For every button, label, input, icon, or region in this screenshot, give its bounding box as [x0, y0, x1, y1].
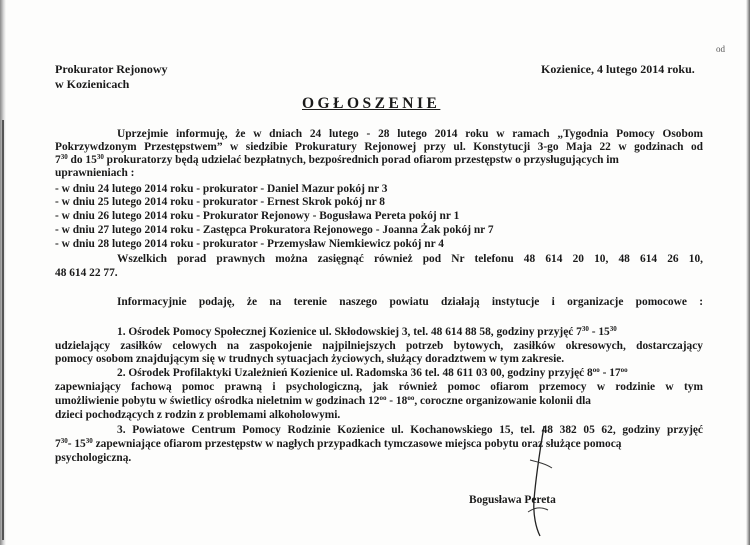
scan-edge-line — [2, 120, 4, 540]
institution-2-line-1: 2. Ośrodek Profilaktyki Uzależnień Kozienice ul. Radomska 36 tel. 48 611 03 00, godziny przyjęć $8^{oo} - 17^{oo}$ — [117, 366, 628, 379]
intro-line-3: $7^{30}$ do $15^{30}$ prokuratorzy będą udzielać bezpłatnych, bezpośrednich porad ofiarom przestępstw o przysługujących im — [55, 153, 619, 166]
institution-3-line-3: psychologiczną. — [55, 452, 132, 464]
institution-2-line-4: dzieci pochodzących z rodzin z problemami alkoholowymi. — [55, 409, 341, 421]
intro-line-4: uprawnieniach : — [55, 167, 135, 179]
schedule-item-1: - w dniu 24 lutego 2014 roku - prokurator - Daniel Mazur pokój nr 3 — [55, 183, 388, 195]
sender-line-2: w Kozienicach — [55, 77, 130, 91]
institution-1-line-3: pomocy osobom znajdującym się w trudnych sytuacjach życiowych, służący doradztwem w tym zakresie. — [55, 353, 565, 365]
phones-line-1: Wszelkich porad prawnych można zasięgnąć również pod Nr telefonu 48 614 20 10, 48 614 26 10, — [117, 253, 703, 265]
institution-2-line-2: zapewniający fachową pomoc prawną i psychologiczną, jak również pomoc ofiarom przemocy w rodzinie w tym — [55, 381, 703, 393]
place-date: Kozienice, 4 lutego 2014 roku. — [541, 62, 695, 76]
scan-shadow-right — [746, 0, 750, 545]
institution-3-line-2: $7^{30}-$ $15^{30}$ zapewniające ofiarom przestępstw w nagłych przypadkach tymczasowe miejsca pobytu oraz służące pomocą — [55, 437, 622, 450]
intro-line-2: Pokrzywdzonym Przestępstwem” w siedzibie Prokuratury Rejonowej przy ul. Konstytucji 3-go Maja 22 w godzinach od — [55, 141, 703, 153]
institution-3-line-1: 3. Powiatowe Centrum Pomocy Rodzinie Kozienice ul. Kochanowskiego 15, tel. 48 382 05 62, godziny przyjęć — [117, 424, 703, 436]
signature-name: Bogusława Pereta — [469, 494, 556, 506]
page-title: OGŁOSZENIE — [302, 95, 441, 112]
schedule-item-4: - w dniu 27 lutego 2014 roku - Zastępca Prokuratora Rejonowego - Joanna Żak pokój nr 7 — [55, 224, 494, 236]
info-intro: Informacyjnie podaję, że na terenie naszego powiatu działają instytucje i organizacje pomocowe : — [117, 296, 703, 308]
institution-2-line-3: umożliwienie pobytu w świetlicy ośrodka nieletnim w godzinach $12^{oo} - 18^{oo}$, coroczne organizowanie kolonii dla — [55, 394, 591, 407]
phones-line-2: 48 614 22 77. — [55, 267, 118, 279]
institution-1-line-1: 1. Ośrodek Pomocy Społecznej Kozienice ul. Skłodowskiej 3, tel. 48 614 88 58, godziny przyjęć $7^{30} - 15^{30}$ — [117, 325, 617, 338]
sender-line-1: Prokurator Rejonowy — [55, 62, 168, 76]
institution-1-line-2: udzielający zasiłków celowych na zaspokojenie najpilniejszych potrzeb bytowych, zasiłków okresowych, dostarczający — [55, 340, 703, 352]
schedule-item-5: - w dniu 28 lutego 2014 roku - prokurator - Przemysław Niemkiewicz pokój nr 4 — [55, 238, 444, 250]
intro-line-1: Uprzejmie informuję, że w dniach 24 lutego - 28 lutego 2014 roku w ramach „Tygodnia Pomocy Osobom — [117, 128, 703, 140]
scan-mark: od — [716, 44, 725, 54]
schedule-item-2: - w dniu 25 lutego 2014 roku - prokurator - Ernest Skrok pokój nr 8 — [55, 196, 385, 208]
schedule-item-3: - w dniu 26 lutego 2014 roku - Prokurator Rejonowy - Bogusława Pereta pokój nr 1 — [55, 210, 460, 222]
handwritten-signature — [500, 420, 580, 540]
